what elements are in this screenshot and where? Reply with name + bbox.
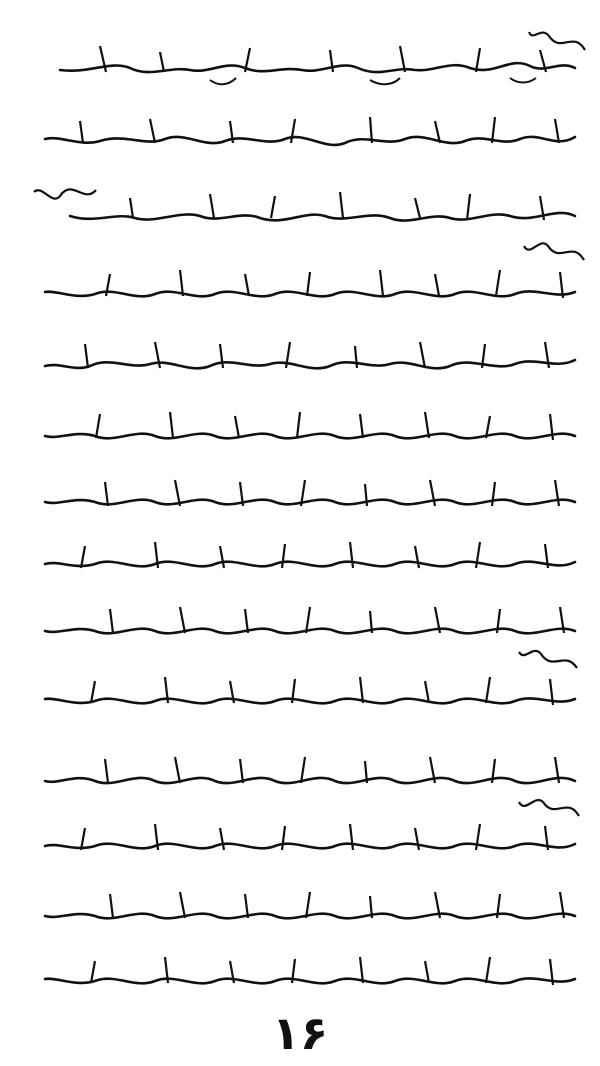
handwritten-line-8 xyxy=(40,530,580,590)
handwritten-line-5 xyxy=(40,330,580,390)
margin-note-4 xyxy=(515,638,585,678)
handwritten-line-12 xyxy=(40,812,580,872)
handwritten-line-3 xyxy=(40,180,580,240)
handwritten-line-10 xyxy=(40,665,580,725)
handwritten-line-1 xyxy=(40,30,580,90)
handwritten-line-11 xyxy=(40,745,580,805)
page-number: ۱۶ xyxy=(271,1006,329,1060)
handwritten-line-9 xyxy=(40,595,580,655)
margin-note-2 xyxy=(30,170,100,210)
handwritten-line-4 xyxy=(40,258,580,318)
handwritten-line-6 xyxy=(40,400,580,460)
handwritten-line-7 xyxy=(40,468,580,528)
handwritten-line-14 xyxy=(40,945,580,1005)
margin-note-5 xyxy=(515,790,585,830)
handwritten-line-2 xyxy=(40,105,580,165)
handwritten-line-13 xyxy=(40,880,580,940)
margin-note-1 xyxy=(525,20,595,60)
margin-note-3 xyxy=(520,232,590,272)
